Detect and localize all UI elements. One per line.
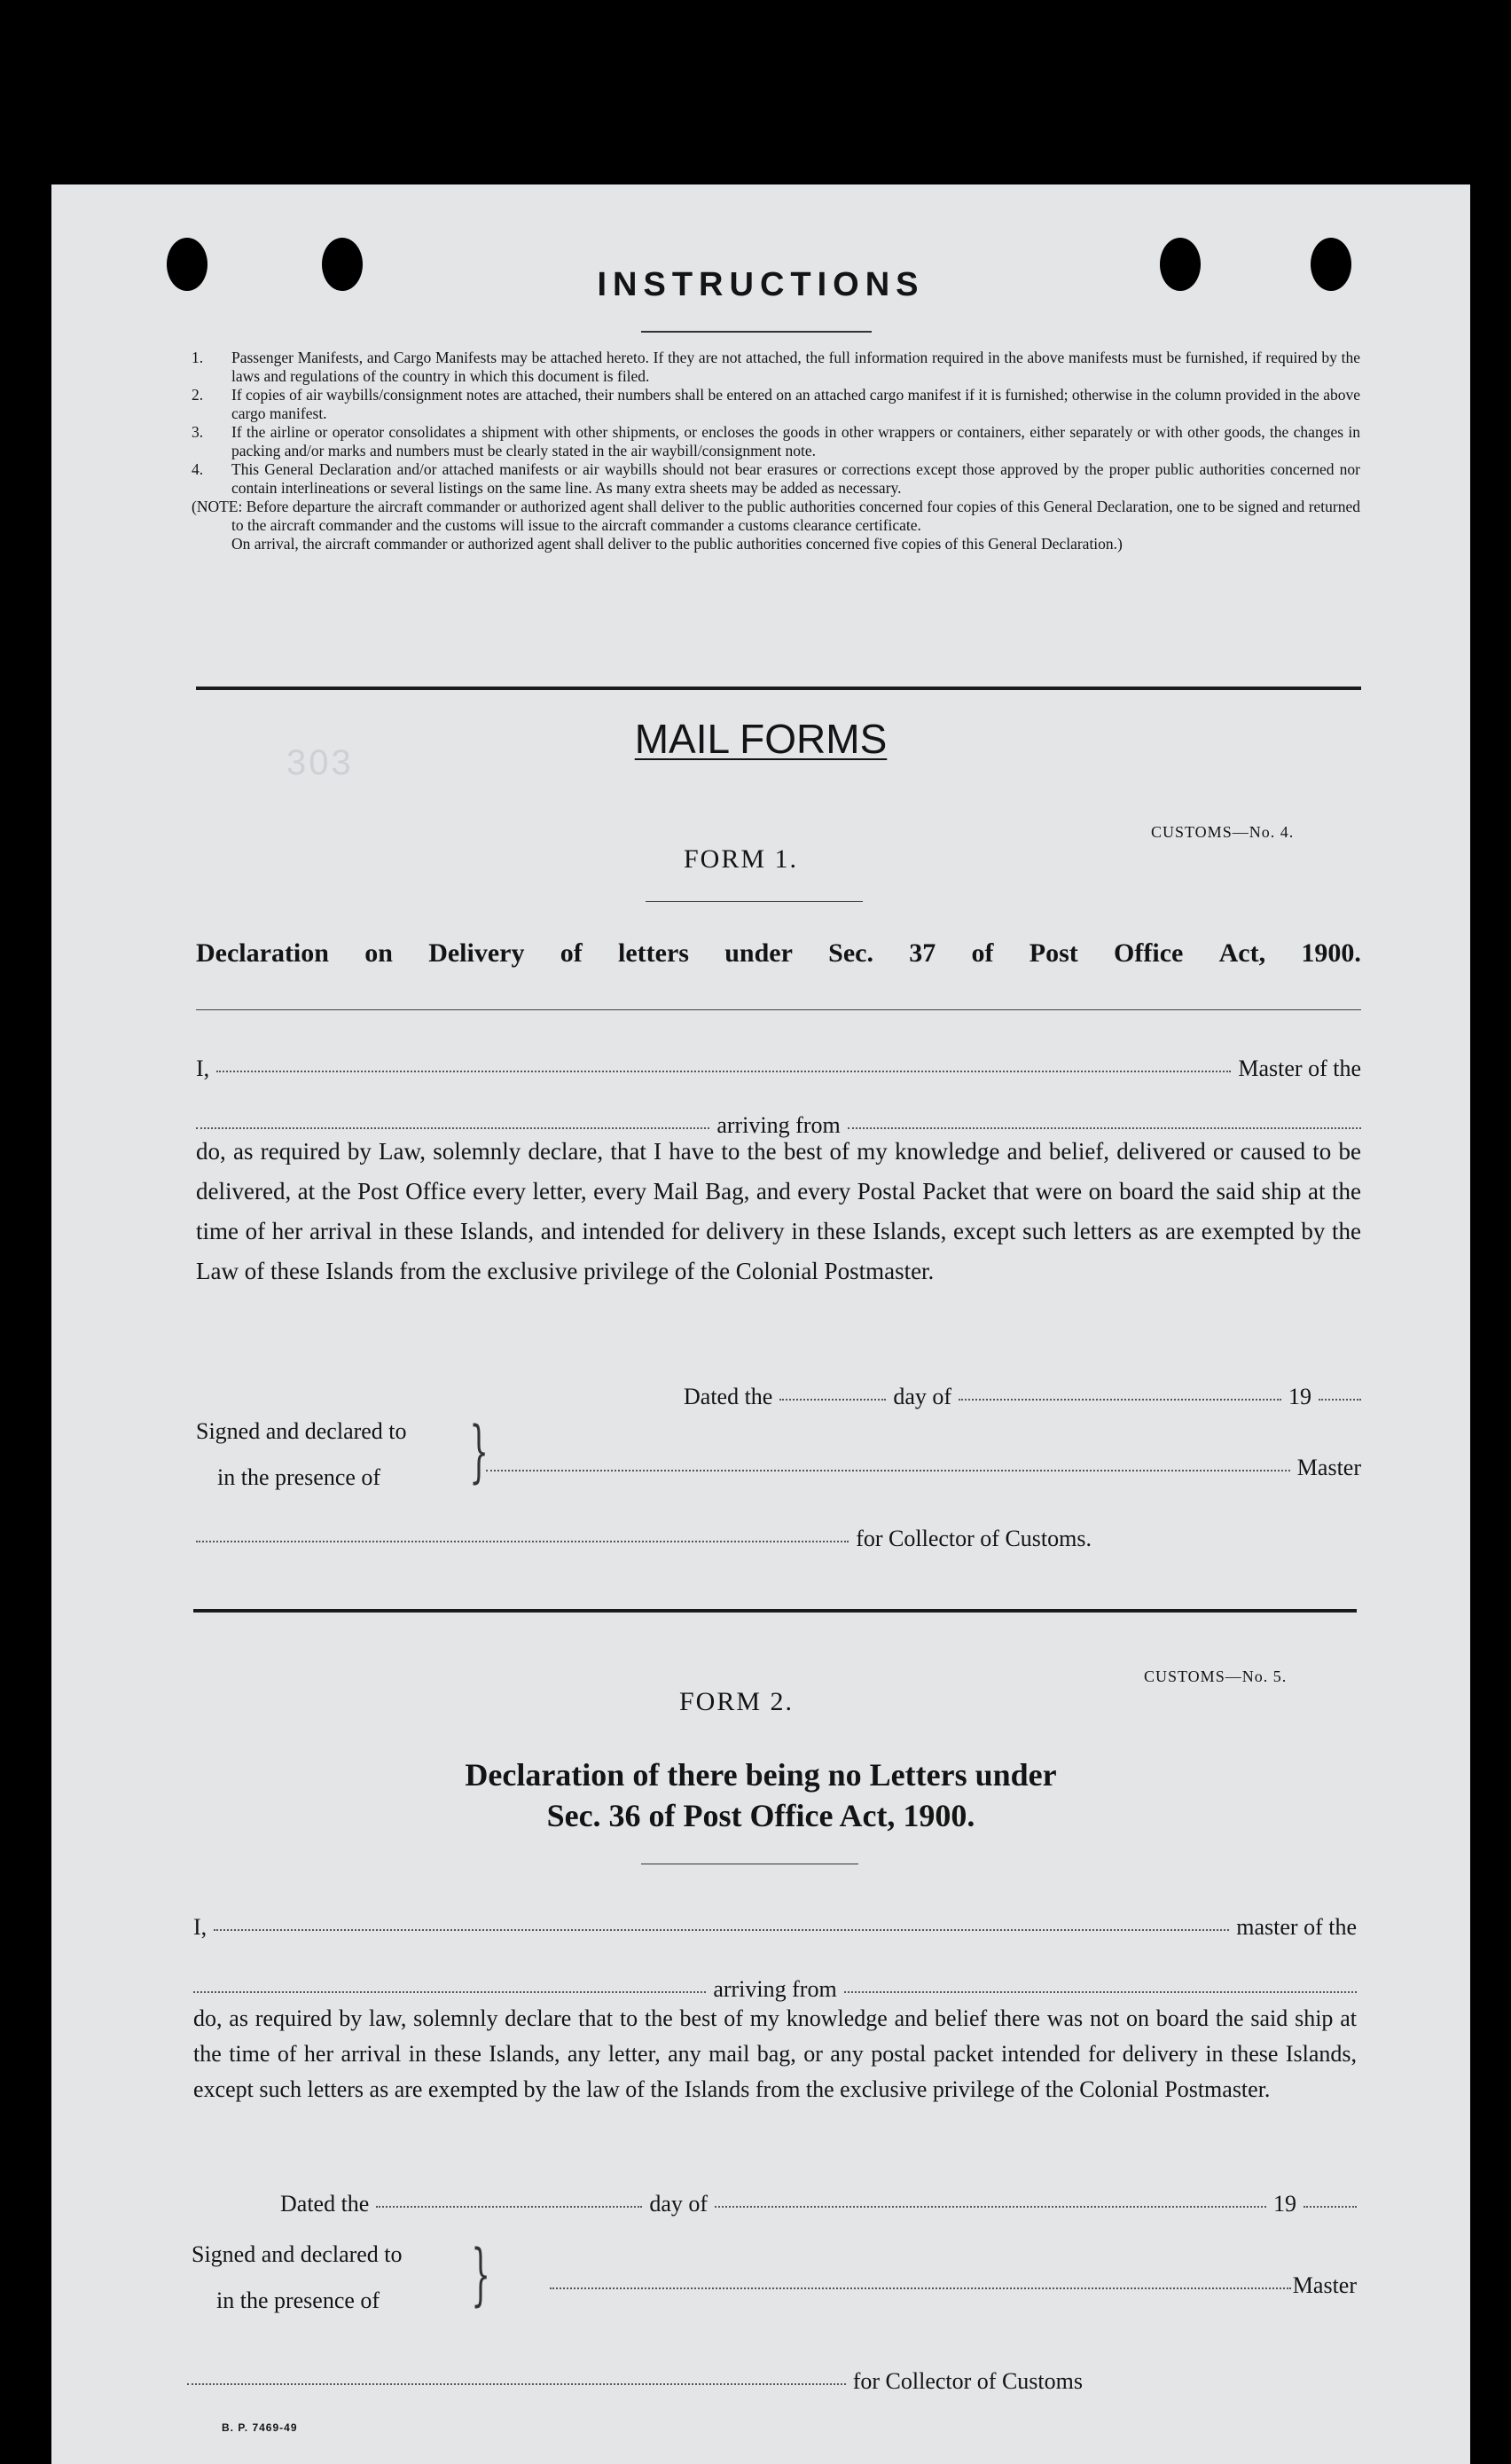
- form1-name-field[interactable]: [216, 1071, 1231, 1072]
- form2-month-field[interactable]: [715, 2206, 1266, 2208]
- instruction-item-2: [192, 386, 1360, 423]
- form2-ship-field[interactable]: [193, 1991, 706, 1993]
- form2-title: FORM 2.: [679, 1687, 795, 1716]
- form1-title-rule: [646, 901, 863, 902]
- form2-heading-line1: Declaration of there being no Letters under: [465, 1757, 1057, 1793]
- form1-year-prefix: 19: [1288, 1384, 1311, 1409]
- form2-master-signature-field[interactable]: [550, 2287, 1291, 2289]
- form1-day-of: day of: [893, 1384, 952, 1409]
- form2-line1-start: I,: [193, 1914, 207, 1940]
- instruction-number: 4.: [192, 460, 204, 478]
- form1-dated-the: Dated the: [684, 1384, 773, 1409]
- form2-day-of: day of: [649, 2191, 709, 2217]
- form2-master-sign-line: [550, 2272, 1357, 2299]
- heading-word: Sec.: [828, 938, 873, 968]
- form1-signed-line2: in the presence of: [217, 1464, 381, 1490]
- form1-arriving-from: arriving from: [716, 1112, 841, 1138]
- heading-word: Declaration: [196, 938, 329, 968]
- form2-dated-the: Dated the: [280, 2191, 370, 2217]
- form1-collector: for Collector of Customs.: [856, 1526, 1092, 1551]
- section-divider-top: [196, 687, 1361, 690]
- form2-body-text: do, as required by law, solemnly declare that to the best of my knowledge and belief there was not on board the said ship at the time of her arrival in these Islands, any letter, any mail bag, or any postal packet intended for delivery in these Islands, except such letters as are exempted by the law of the Islands from the exclusive privilege of the Colonial Postmaster.: [193, 2005, 1357, 2102]
- heading-word: 37: [909, 938, 936, 968]
- instruction-item-4: [192, 460, 1360, 498]
- instructions-list: [192, 349, 1360, 553]
- form1-title: FORM 1.: [684, 844, 799, 874]
- heading-word: on: [364, 938, 393, 968]
- section-divider-middle: [193, 1609, 1357, 1613]
- form2-master-line: [193, 1914, 1357, 1941]
- instruction-item-1: [192, 349, 1360, 386]
- form2-collector-signature-field[interactable]: [187, 2383, 846, 2385]
- form2-date-field[interactable]: [376, 2206, 642, 2208]
- form1-dated-line: [684, 1384, 1361, 1410]
- form1-master-signature-field[interactable]: [486, 1470, 1290, 1471]
- document-page: [51, 184, 1470, 2464]
- form2-customs-ref: CUSTOMS—No. 5.: [1144, 1668, 1288, 1685]
- form2-heading: [51, 1754, 1470, 1836]
- form1-date-field[interactable]: [779, 1399, 886, 1401]
- form2-signed-line1: Signed and declared to: [192, 2241, 403, 2267]
- mail-forms-title: MAIL FORMS: [634, 716, 888, 762]
- form1-line1-start: I,: [196, 1055, 210, 1081]
- form1-month-field[interactable]: [959, 1399, 1281, 1401]
- form1-master-sign-line: [486, 1455, 1361, 1481]
- form1-master: Master: [1296, 1455, 1361, 1480]
- note-paragraph-2: On arrival, the aircraft commander or authorized agent shall deliver to the public authorities concerned five copies of this General Declaration.): [231, 535, 1123, 553]
- instruction-text: Passenger Manifests, and Cargo Manifests may be attached hereto. If they are not attached, the full information required in the above manifests must be furnished, if required by the laws and regulations of the country in which this document is filed.: [231, 349, 1360, 385]
- form2-master: Master: [1292, 2272, 1357, 2298]
- form1-collector-line: [196, 1526, 1092, 1552]
- heading-word: of: [971, 938, 994, 968]
- print-code: B. P. 7469-49: [222, 2421, 298, 2434]
- form2-signed-line2: in the presence of: [216, 2287, 380, 2313]
- heading-word: Post: [1029, 938, 1078, 968]
- form1-body-text: do, as required by Law, solemnly declare, that I have to the best of my knowledge and belief, delivered or caused to be delivered, at the Post Office every letter, every Mail Bag, and every Postal Packet that were on board the said ship at the time of her arrival in these Islands, and intended for delivery in these Islands, except such letters as are exempted by the Law of these Islands from the exclusive privilege of the Colonial Postmaster.: [196, 1138, 1361, 1284]
- form1-origin-field[interactable]: [848, 1127, 1361, 1129]
- heading-word: of: [560, 938, 583, 968]
- instructions-title-rule: [641, 331, 872, 333]
- heading-word: Delivery: [428, 938, 525, 968]
- form2-origin-field[interactable]: [844, 1991, 1357, 1993]
- form1-ship-field[interactable]: [196, 1127, 709, 1129]
- form2-dated-line: [280, 2191, 1357, 2217]
- heading-word: Office: [1114, 938, 1184, 968]
- instruction-number: 3.: [192, 423, 204, 441]
- form1-master-line: [196, 1055, 1361, 1082]
- note-paragraph-1: (NOTE: Before departure the aircraft commander or authorized agent shall deliver to the public authorities concerned four copies of this General Declaration, one to be signed and returned to the aircraft commander and the customs will issue to the aircraft commander a customs clearance certificate.: [192, 498, 1360, 534]
- instruction-number: 1.: [192, 349, 204, 366]
- instructions-title: INSTRUCTIONS: [597, 266, 925, 303]
- heading-word: 1900.: [1301, 938, 1361, 968]
- form2-name-field[interactable]: [214, 1929, 1229, 1931]
- form1-collector-signature-field[interactable]: [196, 1541, 849, 1542]
- form2-brace-icon: }: [471, 2234, 491, 2313]
- form1-line1-end: Master of the: [1238, 1055, 1361, 1081]
- instruction-number: 2.: [192, 386, 204, 404]
- form2-signed-label: [192, 2232, 403, 2324]
- instructions-note: [192, 498, 1360, 553]
- form2-collector: for Collector of Customs: [852, 2368, 1083, 2394]
- form1-customs-ref: CUSTOMS—No. 4.: [1151, 823, 1295, 841]
- instruction-text: If copies of air waybills/consignment notes are attached, their numbers shall be entered on an attached cargo manifest if it is furnished; otherwise in the column provided in the above cargo manifest.: [231, 386, 1360, 422]
- form1-heading: [196, 938, 1361, 969]
- form1-heading-rule: [196, 1009, 1361, 1010]
- heading-word: letters: [618, 938, 689, 968]
- form1-brace-icon: }: [469, 1411, 489, 1490]
- form2-heading-line2: Sec. 36 of Post Office Act, 1900.: [546, 1798, 975, 1833]
- instruction-text: This General Declaration and/or attached manifests or air waybills should not bear erasures or corrections except those approved by the proper public authorities concerned nor contain interlineations or several listings on the same line. As many extra sheets may be added as necessary.: [231, 460, 1360, 497]
- form1-signed-label: [196, 1409, 407, 1501]
- form2-line1-end: master of the: [1236, 1914, 1357, 1940]
- form2-collector-line: [187, 2368, 1083, 2395]
- faint-stamp-mark: 303: [286, 743, 354, 782]
- heading-word: under: [724, 938, 793, 968]
- form2-arriving-from: arriving from: [713, 1976, 837, 2002]
- heading-word: Act,: [1218, 938, 1266, 968]
- form2-year-field[interactable]: [1304, 2206, 1357, 2208]
- form1-signed-line1: Signed and declared to: [196, 1418, 407, 1444]
- form2-arriving-line: [193, 1976, 1357, 2003]
- instruction-text: If the airline or operator consolidates a shipment with other shipments, or encloses the goods in other wrappers or containers, either separately or with other goods, the changes in packing and/or marks and numbers must be clearly stated in the air waybill/consignment note.: [231, 423, 1360, 459]
- form2-year-prefix: 19: [1273, 2191, 1296, 2217]
- form1-year-field[interactable]: [1319, 1399, 1361, 1401]
- instruction-item-3: [192, 423, 1360, 460]
